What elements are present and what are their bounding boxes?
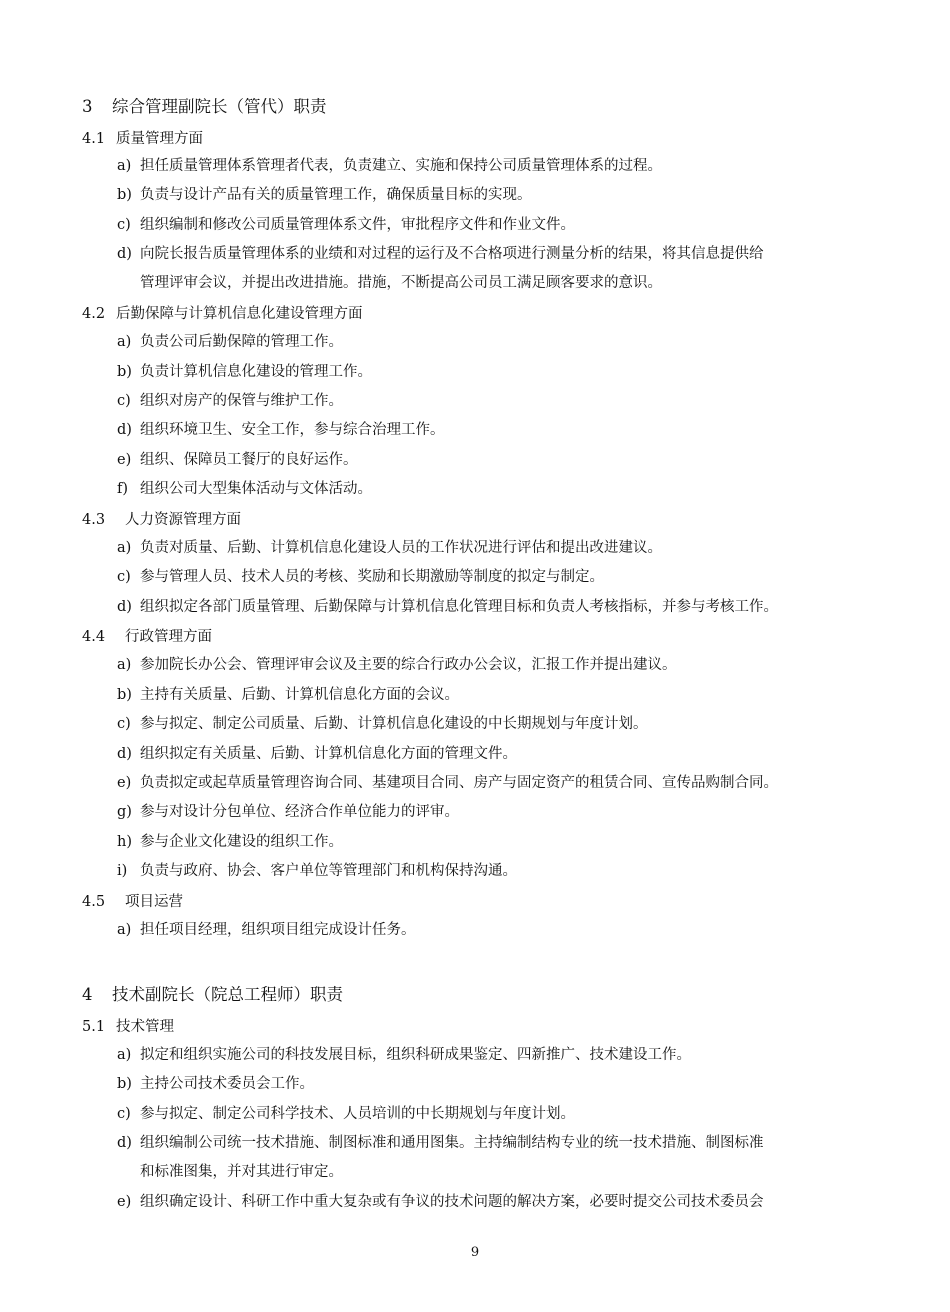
subsection-number: 4.1 — [82, 131, 106, 147]
list-item — [117, 416, 877, 445]
list-item — [117, 916, 877, 945]
list-marker: i) — [117, 863, 128, 879]
list-marker: e) — [117, 1194, 132, 1210]
list-item — [117, 1188, 877, 1217]
list-marker: d) — [117, 422, 132, 438]
list-marker: a) — [117, 540, 132, 556]
list-text: 负责与设计产品有关的质量管理工作，确保质量目标的实现。 — [140, 187, 532, 203]
list-text: 参与对设计分包单位、经济合作单位能力的评审。 — [140, 804, 459, 820]
subsection-title: 技术管理 — [116, 1019, 174, 1035]
subsection-number: 4.5 — [82, 894, 106, 910]
section-number: 4 — [82, 985, 93, 1004]
section-3-heading — [82, 96, 327, 118]
list-item — [117, 1129, 877, 1188]
subsection-number: 4.2 — [82, 306, 106, 322]
list-text: 组织环境卫生、安全工作，参与综合治理工作。 — [140, 422, 445, 438]
list-marker: d) — [117, 1135, 132, 1151]
list-text: 组织确定设计、科研工作中重大复杂或有争议的技术问题的解决方案，必要时提交公司技术委员会 — [140, 1194, 764, 1210]
subsection-4-5-heading — [82, 892, 183, 912]
list-marker: c) — [117, 1106, 131, 1122]
subsection-4-1-heading — [82, 129, 203, 149]
list-text: 负责对质量、后勤、计算机信息化建设人员的工作状况进行评估和提出改进建议。 — [140, 540, 662, 556]
list-text: 组织、保障员工餐厅的良好运作。 — [140, 452, 358, 468]
list-item — [117, 358, 877, 387]
list-item — [117, 1070, 877, 1099]
list-marker: d) — [117, 746, 132, 762]
subsection-5-1-heading — [82, 1017, 174, 1037]
list-item — [117, 681, 877, 710]
list-marker: a) — [117, 158, 132, 174]
subsection-title: 人力资源管理方面 — [125, 512, 241, 528]
list-item — [117, 593, 877, 622]
list-text: 主持公司技术委员会工作。 — [140, 1076, 314, 1092]
list-marker: h) — [117, 834, 132, 850]
list-item — [117, 240, 877, 299]
list-text: 组织编制和修改公司质量管理体系文件，审批程序文件和作业文件。 — [140, 217, 575, 233]
list-text: 负责与政府、协会、客户单位等管理部门和机构保持沟通。 — [140, 863, 517, 879]
list-marker: a) — [117, 922, 132, 938]
subsection-4-2-heading — [82, 304, 363, 324]
list-item — [117, 211, 877, 240]
list-item — [117, 328, 877, 357]
list-item — [117, 387, 877, 416]
list-marker: b) — [117, 687, 132, 703]
list-text: 组织拟定有关质量、后勤、计算机信息化方面的管理文件。 — [140, 746, 517, 762]
section-title: 技术副院长（院总工程师）职责 — [112, 985, 343, 1004]
list-item — [117, 710, 877, 739]
list-item — [117, 152, 877, 181]
list-text: 负责拟定或起草质量管理咨询合同、基建项目合同、房产与固定资产的租赁合同、宣传品购制合同。 — [140, 775, 778, 791]
list-item — [117, 857, 877, 886]
list-text-continuation: 管理评审会议，并提出改进措施。措施，不断提高公司员工满足顾客要求的意识。 — [140, 275, 662, 292]
list-item — [117, 534, 877, 563]
list-item — [117, 475, 877, 504]
list-item — [117, 828, 877, 857]
list-marker: g) — [117, 804, 132, 820]
list-marker: d) — [117, 246, 132, 262]
list-text: 担任项目经理，组织项目组完成设计任务。 — [140, 922, 416, 938]
list-item — [117, 446, 877, 475]
subsection-number: 5.1 — [82, 1019, 106, 1035]
list-text: 负责公司后勤保障的管理工作。 — [140, 334, 343, 350]
list-marker: b) — [117, 187, 132, 203]
list-marker: d) — [117, 599, 132, 615]
list-text: 组织拟定各部门质量管理、后勤保障与计算机信息化管理目标和负责人考核指标，并参与考核工作。 — [140, 599, 778, 615]
list-marker: c) — [117, 716, 131, 732]
list-text: 拟定和组织实施公司的科技发展目标，组织科研成果鉴定、四新推广、技术建设工作。 — [140, 1047, 691, 1063]
list-text: 负责计算机信息化建设的管理工作。 — [140, 364, 372, 380]
subsection-title: 项目运营 — [125, 894, 183, 910]
subsection-number: 4.3 — [82, 512, 106, 528]
list-text: 参与拟定、制定公司质量、后勤、计算机信息化建设的中长期规划与年度计划。 — [140, 716, 648, 732]
subsection-4-3-heading — [82, 510, 241, 530]
list-text: 参与拟定、制定公司科学技术、人员培训的中长期规划与年度计划。 — [140, 1106, 575, 1122]
subsection-number: 4.4 — [82, 629, 106, 645]
list-item — [117, 769, 877, 798]
list-text: 参与管理人员、技术人员的考核、奖励和长期激励等制度的拟定与制定。 — [140, 569, 604, 585]
page-number: 9 — [470, 1245, 480, 1260]
list-text: 组织对房产的保管与维护工作。 — [140, 393, 343, 409]
list-item — [117, 1100, 877, 1129]
list-item — [117, 1041, 877, 1070]
list-item — [117, 651, 877, 680]
list-marker: b) — [117, 1076, 132, 1092]
list-item — [117, 181, 877, 210]
list-item — [117, 798, 877, 827]
list-marker: a) — [117, 1047, 132, 1063]
list-text: 主持有关质量、后勤、计算机信息化方面的会议。 — [140, 687, 459, 703]
section-number: 3 — [82, 97, 93, 116]
list-marker: a) — [117, 657, 132, 673]
list-marker: c) — [117, 393, 131, 409]
subsection-title: 行政管理方面 — [125, 629, 212, 645]
list-item — [117, 563, 877, 592]
list-text-continuation: 和标准图集，并对其进行审定。 — [140, 1164, 343, 1181]
list-marker: b) — [117, 364, 132, 380]
subsection-4-4-heading — [82, 627, 212, 647]
list-marker: f) — [117, 481, 129, 497]
list-marker: e) — [117, 775, 132, 791]
list-marker: c) — [117, 569, 131, 585]
list-text: 参与企业文化建设的组织工作。 — [140, 834, 343, 850]
subsection-title: 后勤保障与计算机信息化建设管理方面 — [116, 306, 363, 322]
section-title: 综合管理副院长（管代）职责 — [112, 97, 327, 116]
list-text: 组织公司大型集体活动与文体活动。 — [140, 481, 372, 497]
list-marker: c) — [117, 217, 131, 233]
list-text: 组织编制公司统一技术措施、制图标准和通用图集。主持编制结构专业的统一技术措施、制图标准 — [140, 1135, 764, 1151]
subsection-title: 质量管理方面 — [116, 131, 203, 147]
list-item — [117, 740, 877, 769]
list-text: 向院长报告质量管理体系的业绩和对过程的运行及不合格项进行测量分析的结果，将其信息提供给 — [140, 246, 764, 262]
section-4-heading — [82, 984, 343, 1006]
list-marker: e) — [117, 452, 132, 468]
list-text: 担任质量管理体系管理者代表，负责建立、实施和保持公司质量管理体系的过程。 — [140, 158, 662, 174]
list-text: 参加院长办公会、管理评审会议及主要的综合行政办公会议，汇报工作并提出建议。 — [140, 657, 677, 673]
list-marker: a) — [117, 334, 132, 350]
